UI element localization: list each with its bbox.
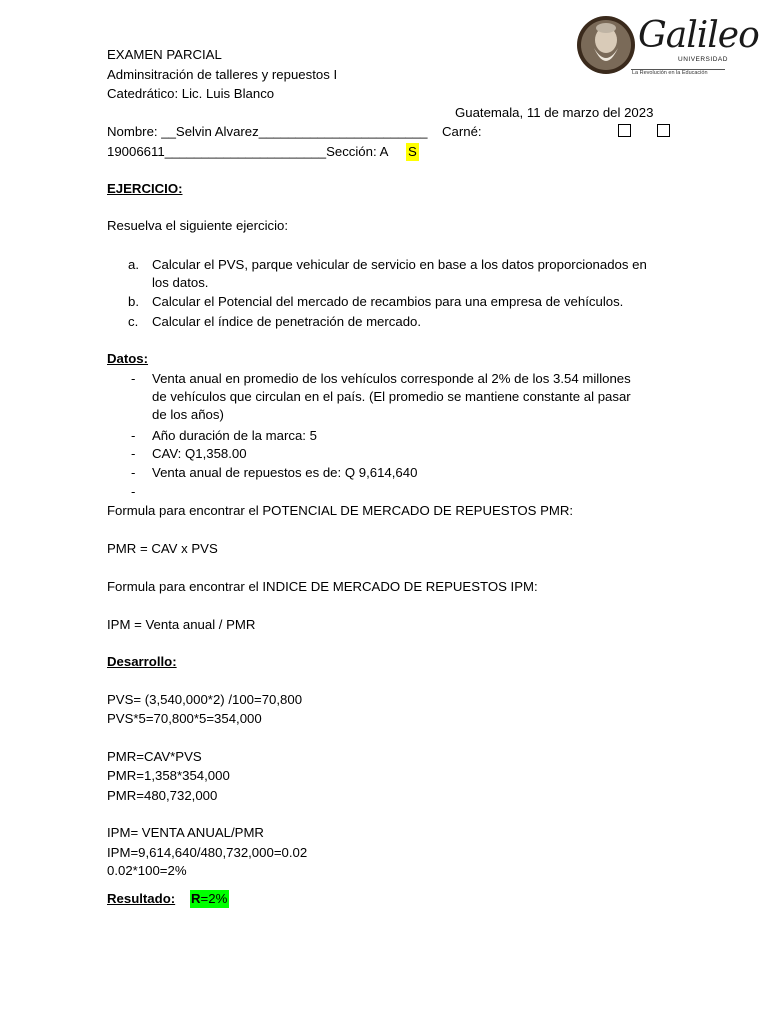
dash-marker: - — [131, 428, 136, 443]
dash-marker: - — [131, 446, 136, 461]
exam-date: Guatemala, 11 de marzo del 2023 — [455, 105, 654, 120]
pmr-formula-title: Formula para encontrar el POTENCIAL DE MERCADO DE REPUESTOS PMR: — [107, 503, 574, 518]
ejercicio-intro: Resuelva el siguiente ejercicio: — [107, 218, 289, 233]
list-item-b: Calcular el Potencial del mercado de recambios para una empresa de vehículos. — [152, 294, 624, 309]
logo-tagline: La Revolución en la Educación — [632, 70, 708, 76]
ipm-formula-title: Formula para encontrar el INDICE DE MERCADO DE REPUESTOS IPM: — [107, 579, 538, 594]
datos-item-1-line1: Venta anual en promedio de los vehículos corresponde al 2% de los 3.54 millones — [152, 371, 631, 386]
pmr-calc-3: PMR=480,732,000 — [107, 788, 218, 803]
pmr-calc-1: PMR=CAV*PVS — [107, 749, 202, 764]
datos-item-3: CAV: Q1,358.00 — [152, 446, 247, 461]
list-item-a-line1: Calcular el PVS, parque vehicular de servicio en base a los datos proporcionados en — [152, 257, 647, 272]
logo-sub: UNIVERSIDAD — [678, 56, 728, 63]
carne-seccion-line — [107, 143, 388, 161]
datos-heading: Datos: — [107, 351, 149, 366]
list-marker: b. — [128, 294, 139, 309]
ejercicio-heading: EJERCICIO: — [107, 181, 183, 196]
carne-underline: ______________________ — [164, 144, 327, 159]
logo-name: Galileo — [638, 15, 759, 56]
exam-title: EXAMEN PARCIAL — [107, 47, 222, 62]
ipm-calc-3: 0.02*100=2% — [107, 863, 187, 878]
datos-item-2: Año duración de la marca: 5 — [152, 428, 317, 443]
seccion-mark: S — [408, 144, 417, 159]
datos-item-1-line2: de vehículos que circulan en el país. (El promedio se mantiene constante al pasar — [152, 389, 631, 404]
resultado-value — [190, 890, 229, 908]
list-item-c: Calcular el índice de penetración de mercado. — [152, 314, 422, 329]
checkbox-1[interactable] — [618, 124, 631, 137]
resultado-r: R — [191, 891, 201, 906]
list-item-a-line2: los datos. — [152, 275, 209, 290]
galileo-logo — [576, 14, 759, 80]
dash-marker: - — [131, 484, 136, 499]
nombre-underline: _______________________ — [258, 124, 428, 139]
checkbox-2[interactable] — [657, 124, 670, 137]
nombre-label: Nombre: __ — [107, 124, 176, 139]
datos-item-1-line3: de los años) — [152, 407, 224, 422]
seccion-label: Sección: A — [326, 144, 389, 159]
pvs-calc-1: PVS= (3,540,000*2) /100=70,800 — [107, 692, 303, 707]
carne-value: 19006611 — [107, 144, 165, 159]
ipm-formula: IPM = Venta anual / PMR — [107, 617, 256, 632]
carne-label: Carné: — [442, 124, 482, 139]
resultado-label: Resultado: — [107, 891, 176, 906]
pmr-calc-2: PMR=1,358*354,000 — [107, 768, 230, 783]
professor-line: Catedrático: Lic. Luis Blanco — [107, 86, 275, 101]
pmr-formula: PMR = CAV x PVS — [107, 541, 218, 556]
ipm-calc-2: IPM=9,614,640/480,732,000=0.02 — [107, 845, 308, 860]
dash-marker: - — [131, 465, 136, 480]
dash-marker: - — [131, 371, 136, 386]
ipm-calc-1: IPM= VENTA ANUAL/PMR — [107, 825, 264, 840]
datos-item-4: Venta anual de repuestos es de: Q 9,614,640 — [152, 465, 418, 480]
list-marker: c. — [128, 314, 139, 329]
nombre-value: Selvin Alvarez — [175, 124, 259, 139]
desarrollo-heading: Desarrollo: — [107, 654, 177, 669]
course-name: Adminsitración de talleres y repuestos I — [107, 67, 338, 82]
pvs-calc-2: PVS*5=70,800*5=354,000 — [107, 711, 262, 726]
resultado-number: =2% — [200, 891, 228, 906]
nombre-line — [107, 123, 427, 141]
list-marker: a. — [128, 257, 139, 272]
